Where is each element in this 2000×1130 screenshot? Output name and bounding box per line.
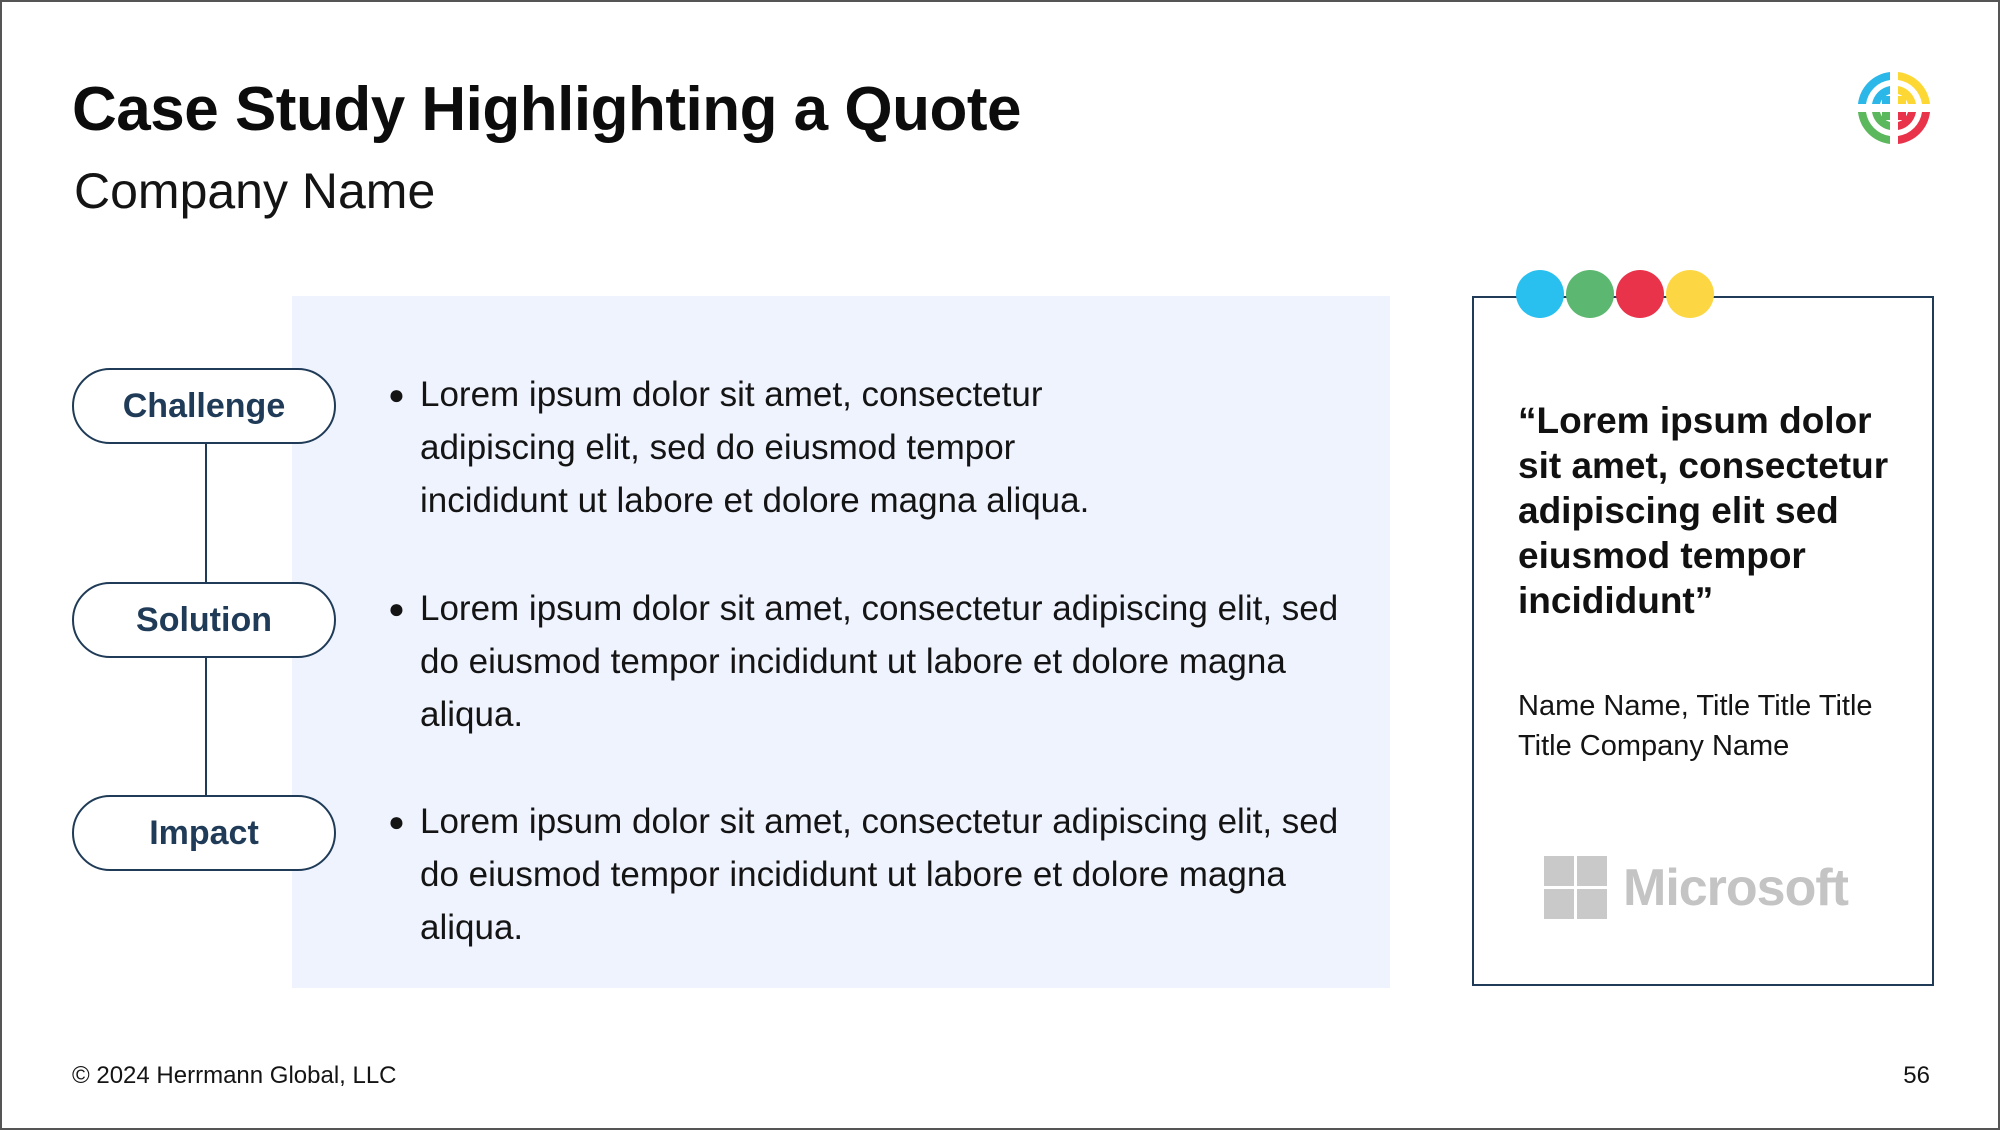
step-pill-solution: Solution xyxy=(72,582,336,658)
bullet-dot: ● xyxy=(388,806,405,837)
windows-grid-icon xyxy=(1544,856,1607,919)
bullet-solution xyxy=(388,582,1378,741)
bullet-text: Lorem ipsum dolor sit amet, consectetur adipiscing elit, sed do eiusmod tempor incididunt ut labore et dolore magna aliqua. xyxy=(420,375,1090,520)
footer-copyright: © 2024 Herrmann Global, LLC xyxy=(72,1062,397,1089)
step-pill-challenge: Challenge xyxy=(72,368,336,444)
connector-line xyxy=(205,444,207,584)
dot-red xyxy=(1616,270,1664,318)
microsoft-logo xyxy=(1544,856,1848,919)
dot-green xyxy=(1566,270,1614,318)
dot-blue xyxy=(1516,270,1564,318)
bullet-challenge xyxy=(388,368,1168,527)
company-logo-word: Microsoft xyxy=(1623,858,1848,917)
page-title: Case Study Highlighting a Quote xyxy=(72,75,1021,144)
bullet-text: Lorem ipsum dolor sit amet, consectetur adipiscing elit, sed do eiusmod tempor incididunt ut labore et dolore magna aliqua. xyxy=(420,589,1339,734)
quote-text: “Lorem ipsum dolor sit amet, consectetur adipiscing elit sed eiusmod tempor incididunt” xyxy=(1518,400,1889,621)
step-pill-impact: Impact xyxy=(72,795,336,871)
quote-attribution: Name Name, Title Title Title Title Company Name xyxy=(1518,690,1873,762)
bullet-dot: ● xyxy=(388,379,405,410)
page-number: 56 xyxy=(1903,1062,1930,1089)
connector-line xyxy=(205,656,207,798)
bullet-dot: ● xyxy=(388,593,405,624)
dot-yellow xyxy=(1666,270,1714,318)
page-subtitle: Company Name xyxy=(74,163,436,219)
herrmann-quadrant-logo-icon xyxy=(1852,66,1936,150)
color-dots xyxy=(1516,270,1714,318)
bullet-text: Lorem ipsum dolor sit amet, consectetur adipiscing elit, sed do eiusmod tempor incididunt ut labore et dolore magna aliqua. xyxy=(420,802,1339,947)
bullet-impact xyxy=(388,795,1378,954)
